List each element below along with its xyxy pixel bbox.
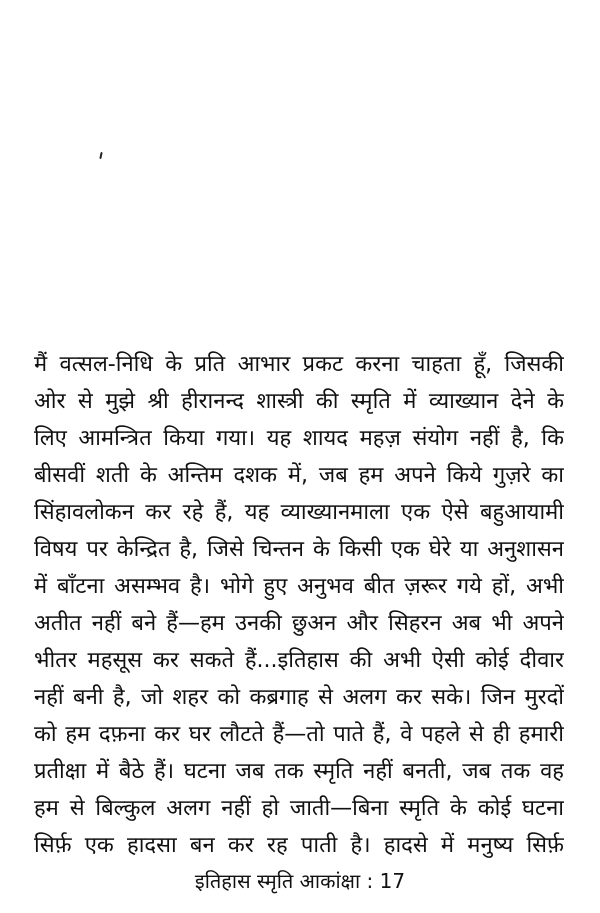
text-line: को हम दफ़ना कर घर लौटते हैं—तो पाते हैं, वे पहले से ही हमारी <box>34 722 564 747</box>
text-line: भीतर महसूस कर सकते हैं...इतिहास की अभी ऐसी कोई दीवार <box>34 648 564 673</box>
text-line: सिर्फ़ एक हादसा बन कर रह पाती है। हादसे में मनुष्य सिर्फ़ <box>34 833 564 858</box>
text-line: सिंहावलोकन कर रहे हैं, यह व्याख्यानमाला एक ऐसे बहुआयामी <box>34 500 564 525</box>
body-paragraph <box>34 346 564 864</box>
ink-speck <box>99 152 102 159</box>
text-line: हम से बिल्कुल अलग नहीं हो जाती—बिना स्मृति के कोई घटना <box>34 796 564 821</box>
text-line: विषय पर केन्द्रित है, जिसे चिन्तन के किसी एक घेरे या अनुशासन <box>34 537 564 562</box>
text-line: में बाँटना असम्भव है। भोगे हुए अनुभव बीत ज़रूर गये हों, अभी <box>34 574 564 599</box>
text-line: अतीत नहीं बने हैं—हम उनकी छुअन और सिहरन अब भी अपने <box>34 611 564 636</box>
text-line: बीसवीं शती के अन्तिम दशक में, जब हम अपने किये गुज़रे का <box>34 463 564 488</box>
page-footer: इतिहास स्मृति आकांक्षा : 17 <box>194 869 406 893</box>
text-line: ओर से मुझे श्री हीरानन्द शास्त्री की स्मृति में व्याख्यान देने के <box>34 389 564 414</box>
text-line: मैं वत्सल-निधि के प्रति आभार प्रकट करना चाहता हूँ, जिसकी <box>34 352 564 377</box>
text-line: प्रतीक्षा में बैठे हैं। घटना जब तक स्मृति नहीं बनती, जब तक वह <box>34 759 564 784</box>
text-line: लिए आमन्त्रित किया गया। यह शायद महज़ संयोग नहीं है, कि <box>34 426 564 451</box>
text-line: नहीं बनी है, जो शहर को कब्रगाह से अलग कर सके। जिन मुरदों <box>34 685 564 710</box>
